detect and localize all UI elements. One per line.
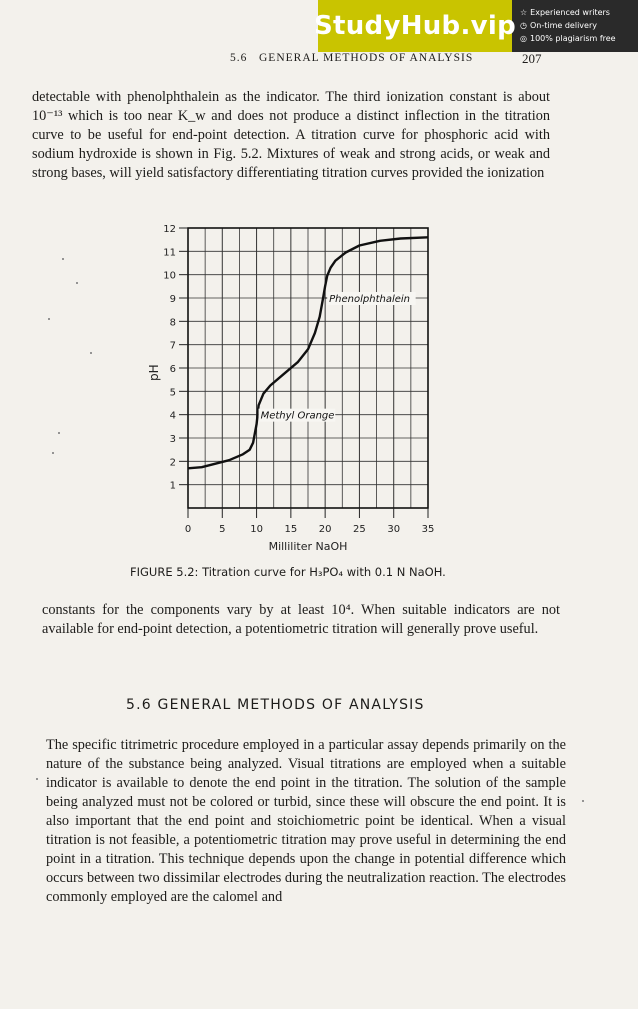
perk-label: 100% plagiarism free bbox=[529, 34, 616, 43]
y-tick-label: 11 bbox=[163, 247, 176, 259]
x-tick-label: 35 bbox=[421, 524, 435, 535]
perk-label: On-time delivery bbox=[529, 21, 597, 30]
scan-speck bbox=[52, 452, 54, 454]
y-tick-label: 8 bbox=[169, 317, 176, 329]
y-tick-label: 3 bbox=[169, 434, 176, 445]
promo-banner[interactable] bbox=[313, 0, 638, 52]
body-paragraph-1: detectable with phenolphthalein as the indicator. The third ionization constant is about 10⁻¹³ which is too near K_w and does not produce a distinct inflection in the titration curve to be useful for end-point detection. A titration curve for phosphoric acid with sodium hydroxide is shown in Fig. 5.2. Mixtures of weak and strong acids, or weak and strong bases, will yield satisfactory differentiating titration curves provided the ionization bbox=[32, 89, 550, 181]
clock-icon: ◷ bbox=[520, 21, 527, 30]
x-tick-label: 0 bbox=[184, 524, 192, 535]
star-icon: ☆ bbox=[520, 8, 528, 17]
body-paragraph-2: constants for the components vary by at least 10⁴. When suitable indicators are not available for end-point detection, a potentiometric titration will generally prove useful. bbox=[42, 602, 560, 637]
section-heading: 5.6 GENERAL METHODS OF ANALYSIS bbox=[126, 697, 425, 713]
y-tick-label: 5 bbox=[169, 387, 176, 399]
page-number: 207 bbox=[522, 51, 542, 66]
studyhub-logo[interactable]: StudyHub.vip bbox=[318, 0, 512, 52]
perk-item bbox=[520, 19, 616, 32]
figure-caption: FIGURE 5.2: Titration curve for H₃PO₄ with 0.1 N NaOH. bbox=[130, 565, 446, 579]
y-tick-label: 4 bbox=[169, 410, 176, 422]
body-paragraph-3: The specific titrimetric procedure employed in a particular assay depends primarily on the nature of the substance being analyzed. Visual titrations are employed when a suitable indicator is available to denote the end point in the titration. The solution of the sample being analyzed must not be colored or turbid, since these will obscure the end point. It is also important that the end point and stoichiometric point be identical. When a visual titration is not feasible, a potentiometric titration may prove useful in determining the end point in a titration. This technique depends upon the change in potential difference which occurs between two dissimilar electrodes during the neutralization reaction. The electrodes commonly employed are the calomel and bbox=[46, 737, 566, 905]
annotation-label: Phenolphthalein bbox=[329, 294, 411, 305]
x-tick-label: 10 bbox=[250, 524, 263, 535]
x-tick-label: 30 bbox=[387, 524, 401, 535]
running-head bbox=[230, 52, 550, 64]
y-tick-label: 7 bbox=[169, 340, 176, 352]
header-section-number: 5.6 bbox=[230, 52, 248, 64]
perk-label: Experienced writers bbox=[530, 8, 610, 17]
scan-speck bbox=[62, 258, 64, 260]
y-axis-label: pH bbox=[147, 364, 161, 381]
y-tick-label: 1 bbox=[169, 480, 176, 492]
x-axis-label: Milliliter NaOH bbox=[268, 540, 348, 553]
annotation-label: Methyl Orange bbox=[260, 410, 335, 422]
x-tick-label: 20 bbox=[318, 524, 332, 535]
scan-speck bbox=[48, 318, 50, 320]
scan-speck bbox=[76, 282, 78, 284]
x-tick-label: 15 bbox=[284, 524, 298, 535]
scan-speck bbox=[582, 800, 584, 802]
scan-speck bbox=[58, 432, 60, 434]
x-tick-label: 5 bbox=[219, 524, 226, 535]
x-tick-label: 25 bbox=[353, 524, 366, 535]
titration-chart bbox=[140, 218, 460, 558]
perks-list bbox=[520, 6, 616, 45]
scan-speck bbox=[36, 778, 38, 780]
perk-item bbox=[520, 32, 616, 45]
header-title: GENERAL METHODS OF ANALYSIS bbox=[259, 52, 474, 64]
y-tick-label: 12 bbox=[163, 224, 176, 235]
perk-item bbox=[520, 6, 616, 19]
y-tick-label: 10 bbox=[163, 270, 176, 282]
y-tick-label: 2 bbox=[169, 457, 176, 469]
y-tick-label: 6 bbox=[169, 364, 176, 375]
y-tick-label: 9 bbox=[169, 294, 176, 305]
chart-grid bbox=[188, 228, 428, 508]
scan-speck bbox=[90, 352, 92, 354]
badge-icon: ◎ bbox=[520, 34, 527, 43]
